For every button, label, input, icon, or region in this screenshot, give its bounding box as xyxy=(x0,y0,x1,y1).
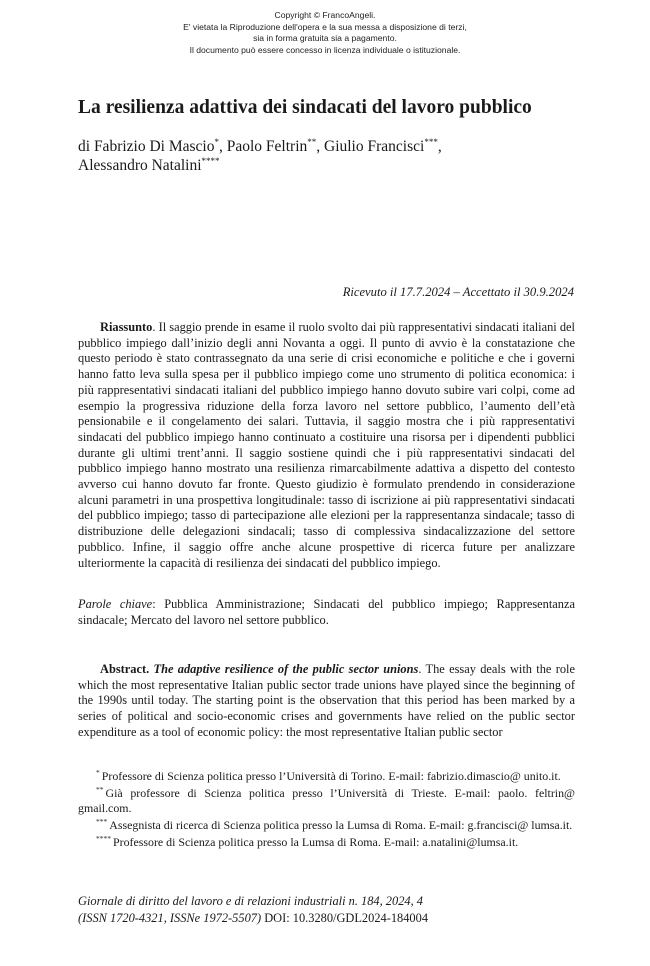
riassunto-text: . Il saggio prende in esame il ruolo svolto dai più rappresentativi sindacati italiani del pubblico impiego dall’inizio degli anni Novanta a oggi. Il punto di avvio è la constatazione che questo periodo è stato contrassegnato da una serie di crisi economiche e politiche e che i governi hanno fatto leva sulla spesa per il pubblico impiego come uno strumento di politica economica: i più rappresentativi sindacati italiani del pubblico impiego hanno dovuto subire vari colpi, come ad esempio la progressiva riduzione della forza lavoro nel settore pubblico, l’aumento dell’età pensionabile e il congelamento dei salari. Tuttavia, il saggio mostra che i più rappresentativi sindacati del pubblico impiego hanno continuato a costituire una risorsa per i dipendenti pubblici durante gli ultimi trent’anni. Il saggio sostiene quindi che i più rappresentativi sindacati del pubblico impiego hanno mostrato una resilienza rimarcabilmente adattiva a dispetto del contesto avverso cui hanno dovuto far fronte. Questo giudizio è formulato prendendo in considerazione alcuni parametri in una prospettiva longitudinale: tasso di iscrizione ai più rappresentativi sindacati del pubblico impiego; tasso di partecipazione alle elezioni per la rappresentanza sindacale; tasso di distribuzione delle delegazioni sindacali; tasso di complessiva sindacalizzazione del settore pubblico. Infine, il saggio offre anche alcune prospettive di ricerca future per analizzare ulteriormente la capacità di resilienza dei sindacati del pubblico impiego. xyxy=(78,320,575,570)
author-name: Fabrizio Di Mascio xyxy=(93,138,215,155)
author-prefix: di xyxy=(78,138,94,155)
footnote-text: Professore di Scienza politica presso la Lumsa di Roma. E-mail: a.natalini@lumsa.it. xyxy=(113,835,519,850)
footnote-mark: ** xyxy=(307,137,317,147)
footnote-mark: * xyxy=(96,768,100,777)
journal-citation xyxy=(78,893,598,926)
paper-title: La resilienza adattiva dei sindacati del lavoro pubblico xyxy=(78,97,532,118)
copyright-line: Copyright © FrancoAngeli. xyxy=(274,10,376,20)
abstract-title: The adaptive resilience of the public sector unions xyxy=(153,662,419,676)
footnote-mark: * xyxy=(214,137,219,147)
riassunto-paragraph xyxy=(78,320,575,571)
journal-name: Giornale di diritto del lavoro e di relazioni industriali n. 184, 2024, 4 xyxy=(78,894,423,908)
author-name: Alessandro Natalini xyxy=(78,157,202,174)
journal-identifiers xyxy=(78,910,598,927)
keywords-paragraph xyxy=(78,597,575,628)
footnote xyxy=(78,818,575,833)
footnote-mark: **** xyxy=(201,156,220,166)
abstract-label: Abstract. xyxy=(100,662,150,676)
footnote-mark: ** xyxy=(96,784,104,794)
keywords-text: : Pubblica Amministrazione; Sindacati del pubblico impiego; Rappresentanza sindacale; Mercato del lavoro nel settore pubblico. xyxy=(78,597,575,627)
author-separator: , xyxy=(437,138,442,155)
footnote xyxy=(78,786,575,817)
footnote-mark: *** xyxy=(424,137,438,147)
abstract-text: . The essay deals with the role which the most representative Italian public sector trade unions have played since the beginning of the 1990s until today. The starting point is the observation that this period has been marked by a series of political and socio-economic crises and governments have relied on the public sector expenditure as a tool of economic policy: the most representative Italian public sector xyxy=(78,662,575,739)
copyright-line: Il documento può essere concesso in licenza individuale o istituzionale. xyxy=(189,44,461,55)
footnote-mark: *** xyxy=(96,817,108,827)
footnote xyxy=(78,769,575,784)
copyright-line: E' vietata la Riproduzione dell'opera e la sua messa a disposizione di terzi, xyxy=(183,21,467,32)
journal-issn: (ISSN 1720-4321, ISSNe 1972-5507) xyxy=(78,910,262,925)
footnote xyxy=(78,835,575,850)
received-accepted-dates: Ricevuto il 17.7.2024 – Accettato il 30.9.2024 xyxy=(342,285,574,299)
footnotes xyxy=(78,769,575,852)
riassunto-label: Riassunto xyxy=(100,320,153,334)
footnote-text: Assegnista di ricerca di Scienza politica presso la Lumsa di Roma. E-mail: g.francisci@ lumsa.it. xyxy=(109,818,573,833)
footnote-text: Professore di Scienza politica presso l’Università di Torino. E-mail: fabrizio.dimascio@ unito.it. xyxy=(101,769,561,783)
journal-doi: DOI: 10.3280/GDL2024-184004 xyxy=(261,910,429,925)
author-separator: , xyxy=(218,138,227,155)
keywords-label: Parole chiave xyxy=(78,597,153,611)
abstract-paragraph xyxy=(78,662,575,741)
author-list xyxy=(78,137,578,175)
author-separator: , xyxy=(316,138,324,155)
author-name: Giulio Francisci xyxy=(324,138,425,155)
copyright-notice xyxy=(0,10,650,56)
footnote-text: Già professore di Scienza politica presso l’Università di Trieste. E-mail: paolo. feltrin@ gmail.com. xyxy=(78,785,575,816)
footnote-mark: **** xyxy=(96,834,111,844)
copyright-line: sia in forma gratuita sia a pagamento. xyxy=(253,33,397,43)
author-name: Paolo Feltrin xyxy=(226,138,308,155)
